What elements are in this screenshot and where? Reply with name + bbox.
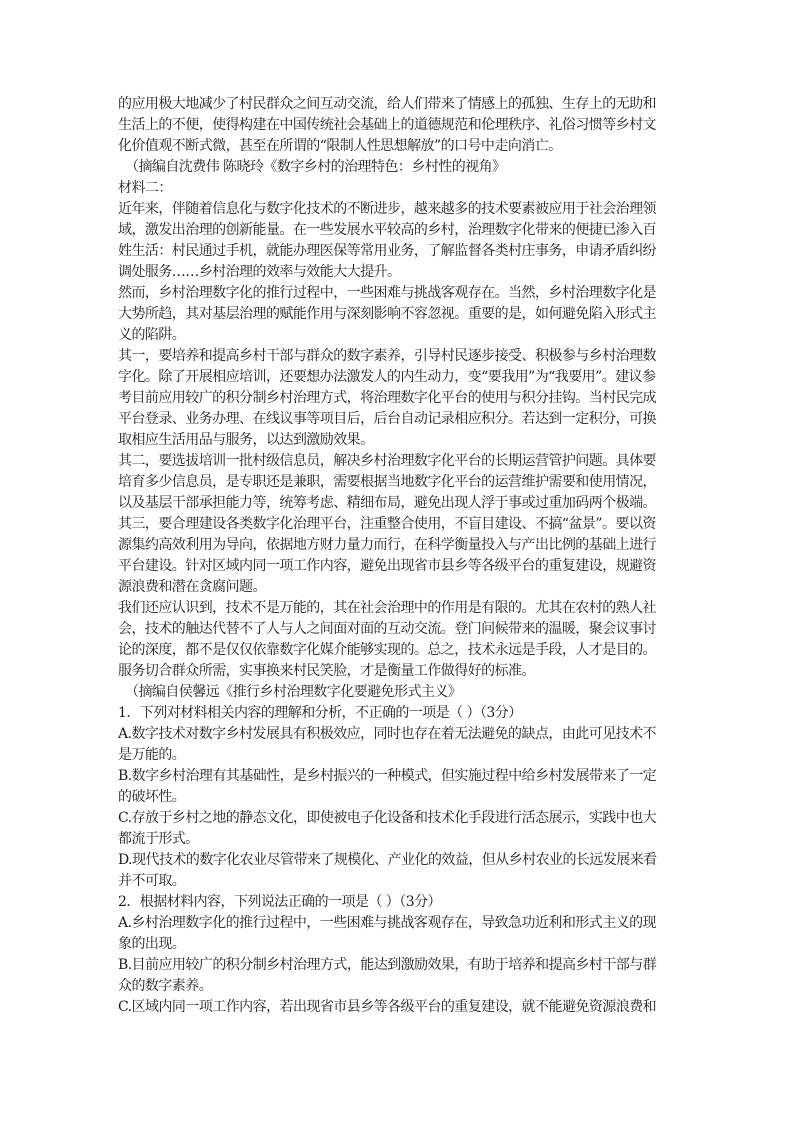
- text-line: 其二，要选拔培训一批村级信息员，解决乡村治理数字化平台的长期运营管护问题。具体要: [118, 453, 656, 469]
- text-line: 考目前应用较广的积分制乡村治理方式，将治理数字化平台的使用与积分挂钩。当村民完成: [118, 390, 656, 406]
- text-line: 大势所趋，其对基层治理的赋能作用与深刻影响不容忽视。重要的是，如何避免陷入形式主: [118, 306, 656, 322]
- text-line: 以及基层干部承担能力等，统筹考虑、精细布局，避免出现人浮于事或过重加码两个极端。: [118, 495, 656, 511]
- text-line: 其一，要培养和提高乡村干部与群众的数字素养，引导村民逐步接受、积极参与乡村治理数: [118, 348, 656, 364]
- answer-option: 并不可取。: [118, 873, 186, 889]
- answer-option: B.目前应用较广的积分制乡村治理方式，能达到激励效果，有助于培养和提高乡村干部与群: [118, 957, 657, 973]
- text-line: 平台登录、业务办理、在线议事等项目后，后台自动记录相应积分。若达到一定积分，可换: [118, 411, 656, 427]
- text-line: 调处服务……乡村治理的效率与效能大大提升。: [118, 264, 401, 280]
- answer-option: 是万能的。: [118, 747, 186, 763]
- answer-option: A.乡村治理数字化的推行过程中，一些困难与挑战客观存在，导致急功近利和形式主义的现: [118, 915, 657, 931]
- text-line: 的应用极大地减少了村民群众之间互动交流，给人们带来了情感上的孤独、生存上的无助和: [118, 96, 656, 112]
- question-stem: 1．下列对材料相关内容的理解和分析，不正确的一项是（ ）（3分）: [118, 705, 522, 721]
- section-heading: 材料二：: [118, 180, 172, 196]
- text-line: 然而，乡村治理数字化的推行过程中，一些困难与挑战客观存在。当然，乡村治理数字化是: [118, 285, 656, 301]
- answer-option: C.存放于乡村之地的静态文化，即使被电子化设备和技术化手段进行活态展示，实践中也大: [118, 810, 657, 826]
- text-line: 论的深度，都不是仅仅依靠数字化媒介能够实现的。总之，技术永远是手段，人才是目的。: [118, 642, 656, 658]
- question-stem: 2．根据材料内容，下列说法正确的一项是（ ）（3分）: [118, 894, 441, 910]
- answer-option: 象的出现。: [118, 936, 186, 952]
- text-line: 其三，要合理建设各类数字化治理平台，注重整合使用，不盲目建设、不搞“盆景”。要以资: [118, 516, 656, 532]
- text-line: 义的陷阱。: [118, 327, 186, 343]
- source-citation: （摘编自侯馨远《推行乡村治理数字化要避免形式主义》: [125, 684, 462, 700]
- text-line: 化价值观不断式微，甚至在所谓的“限制人性思想解放”的口号中走向消亡。: [118, 138, 562, 154]
- answer-option: 众的数字素养。: [118, 978, 213, 994]
- text-line: 字化。除了开展相应培训，还要想办法激发人的内生动力，变“要我用”为“我要用”。建议参: [118, 369, 656, 385]
- answer-option: 都流于形式。: [118, 831, 199, 847]
- document-page: [118, 94, 678, 1018]
- answer-option: D.现代技术的数字化农业尽管带来了规模化、产业化的效益，但从乡村农业的长远发展来看: [118, 852, 657, 868]
- text-line: 近年来，伴随着信息化与数字化技术的不断进步，越来越多的技术要素被应用于社会治理领: [118, 201, 656, 217]
- text-line: 域，激发出治理的创新能量。在一些发展水平较高的乡村，治理数字化带来的便捷已渗入百: [118, 222, 656, 238]
- text-line: 服务切合群众所需，实事换来村民笑脸，才是衡量工作做得好的标准。: [118, 663, 535, 679]
- answer-option: A.数字技术对数字乡村发展具有积极效应，同时也存在着无法避免的缺点，由此可见技术不: [118, 726, 657, 742]
- text-line: 姓生活：村民通过手机，就能办理医保等常用业务，了解监督各类村庄事务，申请矛盾纠纷: [118, 243, 656, 259]
- answer-option: C.区域内同一项工作内容，若出现省市县乡等各级平台的重复建设，就不能避免资源浪费和: [118, 999, 657, 1015]
- answer-option: 的破坏性。: [118, 789, 186, 805]
- text-line: 会，技术的触达代替不了人与人之间面对面的互动交流。登门问候带来的温暖，聚会议事讨: [118, 621, 656, 637]
- text-line: 平台建设。针对区域内同一项工作内容，避免出现省市县乡等各级平台的重复建设，规避资: [118, 558, 656, 574]
- text-line: 培育多少信息员，是专职还是兼职，需要根据当地数字化平台的运营维护需要和使用情况，: [118, 474, 656, 490]
- text-line: 源集约高效利用为导向，依据地方财力量力而行，在科学衡量投入与产出比例的基础上进行: [118, 537, 656, 553]
- source-citation: （摘编自沈费伟 陈晓玲《数字乡村的治理特色：乡村性的视角》: [125, 159, 506, 175]
- text-line: 我们还应认识到，技术不是万能的，其在社会治理中的作用是有限的。尤其在农村的熟人社: [118, 600, 656, 616]
- text-line: 生活上的不便，使得构建在中国传统社会基础上的道德规范和伦理秩序、礼俗习惯等乡村文: [118, 117, 656, 133]
- answer-option: B.数字乡村治理有其基础性，是乡村振兴的一种模式，但实施过程中给乡村发展带来了一定: [118, 768, 657, 784]
- text-line: 源浪费和潜在贪腐问题。: [118, 579, 266, 595]
- text-line: 取相应生活用品与服务，以达到激励效果。: [118, 432, 374, 448]
